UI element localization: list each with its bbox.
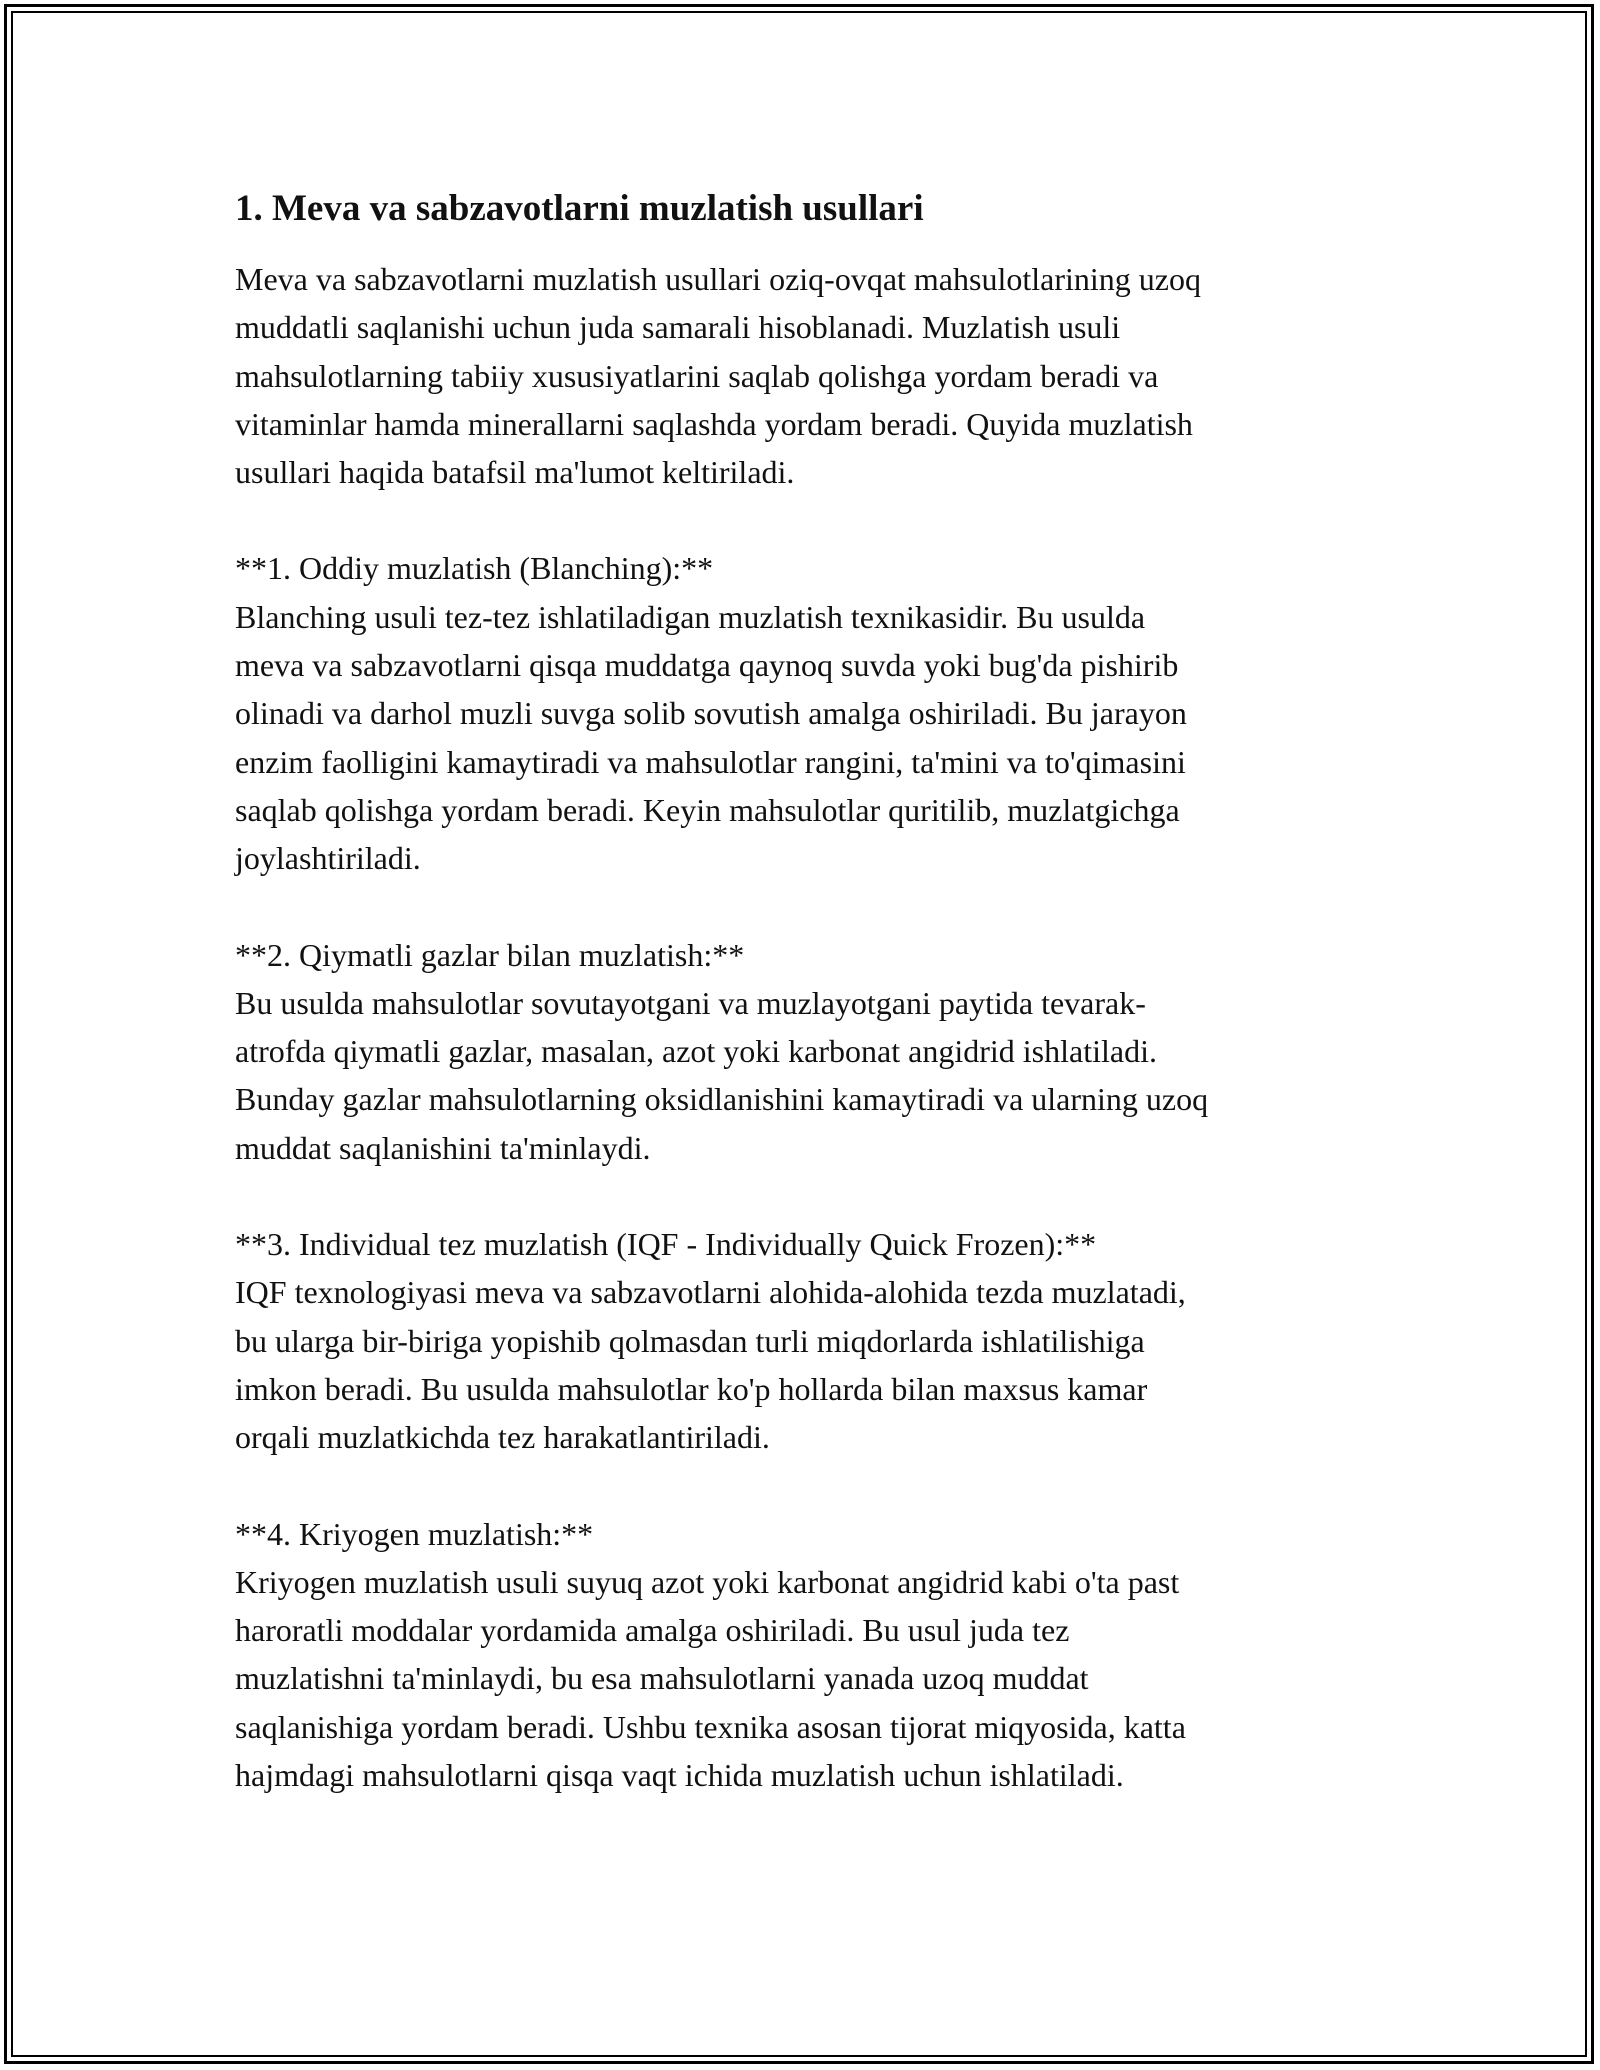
section-body: Blanching usuli tez-tez ishlatiladigan muzlatish texnikasidir. Bu usulda meva va sabzavotlarni qisqa muddatga qaynoq suvda yoki bug'da pishirib olinadi va darhol muzli suvga solib sovutish amalga oshiriladi. Bu jarayon enzim faolligini kamaytiradi va mahsulotlar rangini, ta'mini va to'qimasini saqlab qolishga yordam beradi. Keyin mahsulotlar quritilib, muzlatgichga joylashtiriladi.: [235, 598, 1187, 877]
section-heading: **3. Individual tez muzlatish (IQF - Individually Quick Frozen):**: [235, 1226, 1097, 1263]
section-heading: **4. Kriyogen muzlatish:**: [235, 1515, 594, 1552]
section-gas-freezing: [235, 931, 1365, 1172]
section-cryogenic: [235, 1510, 1365, 1800]
section-body: Kriyogen muzlatish usuli suyuq azot yoki karbonat angidrid kabi o'ta past haroratli moddalar yordamida amalga oshiriladi. Bu usul juda tez muzlatishni ta'minlaydi, bu esa mahsulotlarni yanada uzoq muddat saqlanishiga yordam beradi. Ushbu texnika asosan tijorat miqyosida, katta hajmdagi mahsulotlarni qisqa vaqt ichida muzlatish uchun ishlatiladi.: [235, 1563, 1186, 1794]
document-title: 1. Meva va sabzavotlarni muzlatish usullari: [235, 188, 924, 229]
document-content: [235, 185, 1365, 1847]
section-heading: **2. Qiymatli gazlar bilan muzlatish:**: [235, 936, 745, 973]
section-iqf: [235, 1220, 1365, 1461]
intro-paragraph: Meva va sabzavotlarni muzlatish usullari oziq-ovqat mahsulotlarining uzoq muddatli saqlanishi uchun juda samarali hisoblanadi. Muzlatish usuli mahsulotlarning tabiiy xususiyatlarini saqlab qolishga yordam beradi va vitaminlar hamda minerallarni saqlashda yordam beradi. Quyida muzlatish usullari haqida batafsil ma'lumot keltiriladi.: [235, 261, 1201, 491]
section-blanching: [235, 544, 1365, 882]
section-body: IQF texnologiyasi meva va sabzavotlarni alohida-alohida tezda muzlatadi, bu ularga bir-biriga yopishib qolmasdan turli miqdorlarda ishlatilishiga imkon beradi. Bu usulda mahsulotlar ko'p hollarda bilan maxsus kamar orqali muzlatkichda tez harakatlantiriladi.: [235, 1274, 1186, 1456]
section-heading: **1. Oddiy muzlatish (Blanching):**: [235, 550, 714, 587]
section-body: Bu usulda mahsulotlar sovutayotgani va muzlayotgani paytida tevarak- atrofda qiymatli gazlar, masalan, azot yoki karbonat angidrid ishlatiladi. Bunday gazlar mahsulotlarning oksidlanishini kamaytiradi va ularning uzoq muddat saqlanishini ta'minlaydi.: [235, 984, 1209, 1166]
